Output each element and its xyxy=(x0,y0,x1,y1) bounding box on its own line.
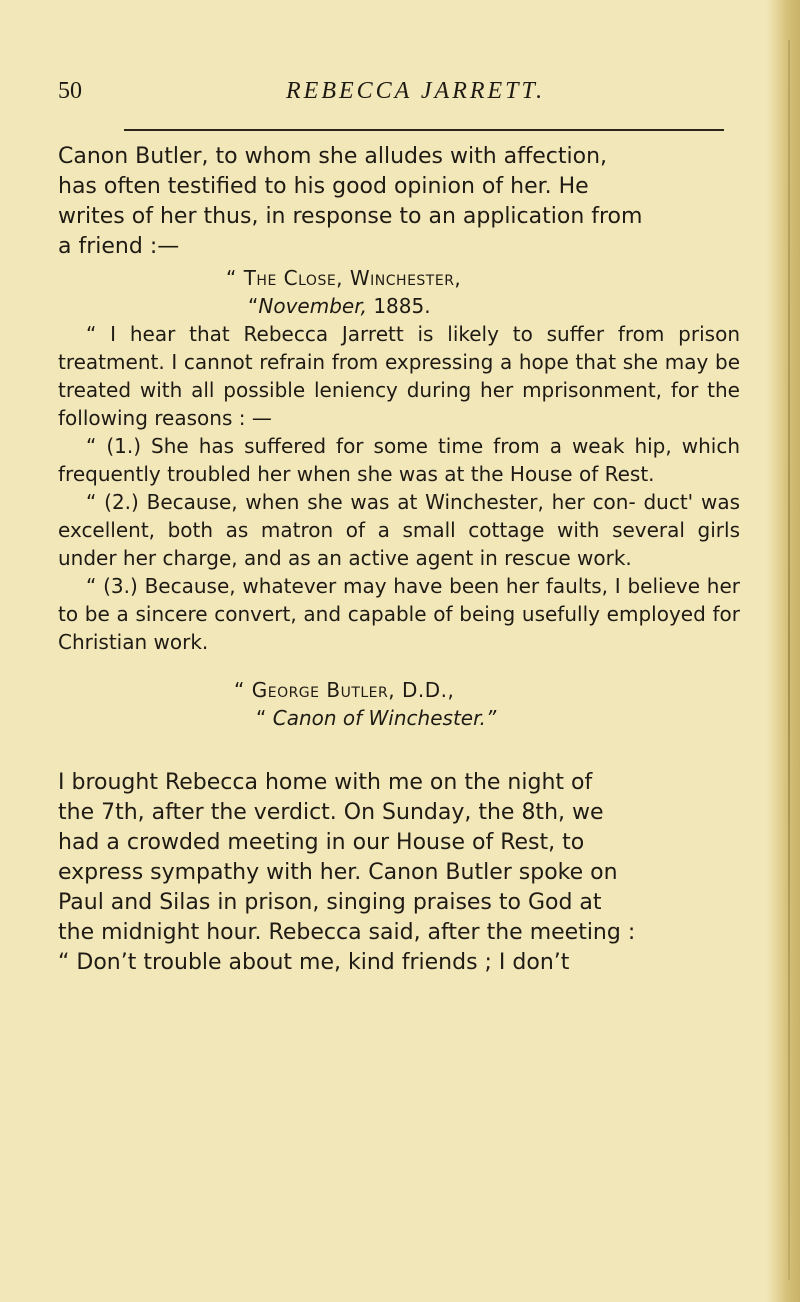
closing-line: express sympathy with her. Canon Butler spoke on xyxy=(58,860,618,885)
letter-paragraph-3: “ (2.) Because, when she was at Winchester, her con- duct' was excellent, both as matron of a small cottage with several girls under her charge, and as an active agent in rescue work. xyxy=(58,490,740,570)
letter-date-quote: “ xyxy=(248,294,259,318)
letter-address: “ The Close, Winchester, xyxy=(226,266,462,290)
closing-paragraph xyxy=(58,768,740,978)
letter-date xyxy=(58,292,740,320)
closing-line: “ Don’t trouble about me, kind friends ; I don’t xyxy=(58,950,570,975)
letter-signature-title xyxy=(58,704,740,732)
intro-paragraph xyxy=(58,142,740,262)
letter-date-month: November, xyxy=(258,294,367,318)
header-rule xyxy=(124,129,724,131)
closing-line: the midnight hour. Rebecca said, after the meeting : xyxy=(58,920,636,945)
letter-signature-title-text: Canon of Winchester.” xyxy=(272,706,497,730)
closing-line: Paul and Silas in prison, singing praises to God at xyxy=(58,890,602,915)
closing-line: the 7th, after the verdict. On Sunday, the 8th, we xyxy=(58,800,604,825)
running-title: REBECCA JARRETT. xyxy=(286,78,546,104)
letter-paragraph-1: “ I hear that Rebecca Jarrett is likely to suffer from prison treatment. I cannot refrain from expressing a hope that she may be treated with all possible leniency during her mprisonment, for the following reasons : — xyxy=(58,322,740,430)
intro-line: writes of her thus, in response to an application from xyxy=(58,204,643,229)
letter-paragraph-4: “ (3.) Because, whatever may have been her faults, I believe her to be a sincere convert, and capable of being usefully employed for Christian work. xyxy=(58,574,740,654)
letter-signature-quote: “ xyxy=(256,706,267,730)
page-body xyxy=(58,142,740,978)
page-edge-shadow xyxy=(788,40,790,1280)
page-header xyxy=(58,74,758,114)
page-number: 50 xyxy=(58,78,82,104)
closing-line: had a crowded meeting in our House of Rest, to xyxy=(58,830,585,855)
letter-paragraph-2: “ (1.) She has suffered for some time from a weak hip, which frequently troubled her when she was at the House of Rest. xyxy=(58,434,740,486)
intro-line: has often testified to his good opinion of her. He xyxy=(58,174,589,199)
intro-line: Canon Butler, to whom she alludes with affection, xyxy=(58,144,608,169)
intro-line: a friend :— xyxy=(58,234,180,259)
letter-date-year: 1885. xyxy=(373,294,431,318)
letter-signature-name: “ George Butler, D.D., xyxy=(234,678,455,702)
page-edge xyxy=(766,0,800,1302)
closing-line: I brought Rebecca home with me on the night of xyxy=(58,770,593,795)
